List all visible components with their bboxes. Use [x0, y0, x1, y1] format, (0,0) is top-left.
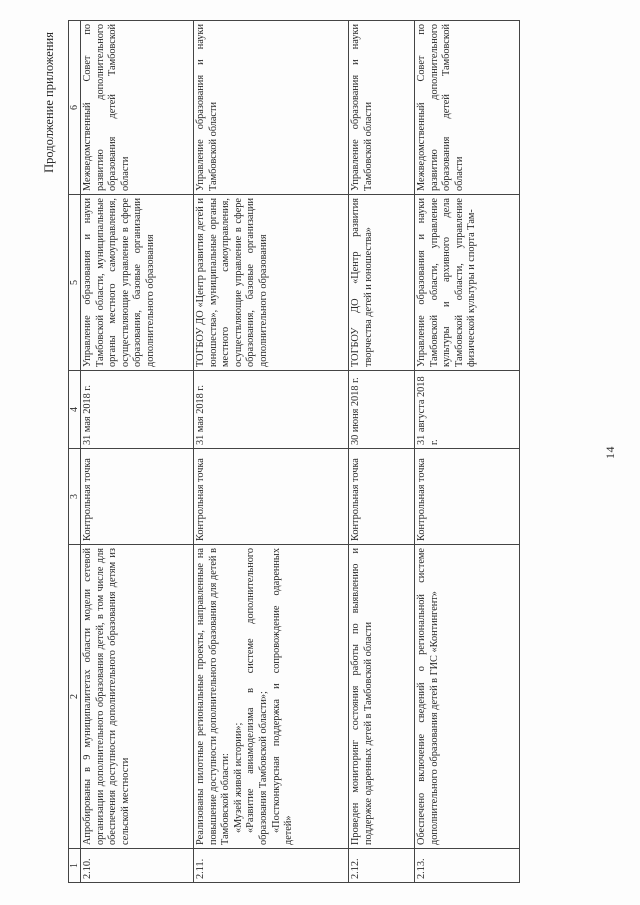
- header-row: [69, 21, 81, 883]
- table-row: [349, 21, 415, 883]
- event-description: Апробированы в 9 муниципалитетах области модели сетевой организации дополнительного образования детей, в том числе для обеспечения доступности дополнительного образования детям из сельской местности: [81, 545, 194, 849]
- row-number: 2.13.: [415, 849, 520, 883]
- column-header: 1: [69, 849, 81, 883]
- project-item: «Постконкурсная поддержка и сопровождение одаренных детей»: [270, 548, 295, 845]
- column-header: 4: [69, 371, 81, 449]
- deadline: 31 августа 2018 г.: [415, 371, 520, 449]
- row-number: 2.10.: [81, 849, 194, 883]
- column-header: 6: [69, 21, 81, 195]
- project-item: «Развитие авиамоделизма в системе дополнительного образования Тамбовской области»;: [245, 548, 269, 845]
- description-intro: Реализованы пилотные региональные проекты, направленные на повышение доступности дополнительного образования для детей в Тамбовской области:: [195, 548, 232, 845]
- event-description: Проведен мониторинг состояния работы по выявлению и поддержке одаренных детей в Тамбовской области: [349, 545, 415, 849]
- controller: Управление образования и науки Тамбовской области: [349, 21, 415, 195]
- table-row: [415, 21, 520, 883]
- event-type: Контрольная точка: [415, 449, 520, 545]
- executor: Управление образования и науки Тамбовской области, управление культуры и архивного дела Тамбовской области, управление физической культуры и спорта Там-: [415, 195, 520, 371]
- executor: ТОГБОУ ДО «Центр развития творчества детей и юношества»: [349, 195, 415, 371]
- column-header: 3: [69, 449, 81, 545]
- continuation-heading: Продолжение приложения: [42, 32, 56, 173]
- event-description: [194, 545, 349, 849]
- table-row: [81, 21, 194, 883]
- controller: Управление образования и науки Тамбовской области: [194, 21, 349, 195]
- controller: Межведомственный Совет по развитию дополнительного образования детей Тамбовской области: [415, 21, 520, 195]
- deadline: 31 мая 2018 г.: [194, 371, 349, 449]
- controller: Межведомственный Совет по развитию дополнительного образования детей Тамбовской области: [81, 21, 194, 195]
- project-item: «Музей живой истории»;: [232, 722, 244, 833]
- row-number: 2.11.: [194, 849, 349, 883]
- event-description: Обеспечено включение сведений о региональной системе дополнительного образования детей в ГИС «Контингент»: [415, 545, 520, 849]
- deadline: 30 июня 2018 г.: [349, 371, 415, 449]
- appendix-table: [68, 20, 520, 883]
- event-type: Контрольная точка: [81, 449, 194, 545]
- deadline: 31 мая 2018 г.: [81, 371, 194, 449]
- page-number: 14: [603, 446, 617, 459]
- table-row: [194, 21, 349, 883]
- executor: Управление образования и науки Тамбовской области, муниципальные органы местного самоуправления, осуществляющие управление в сфере образования, базовые организации дополнительного образования: [81, 195, 194, 371]
- event-type: Контрольная точка: [349, 449, 415, 545]
- event-type: Контрольная точка: [194, 449, 349, 545]
- column-header: 2: [69, 545, 81, 849]
- row-number: 2.12.: [349, 849, 415, 883]
- column-header: 5: [69, 195, 81, 371]
- executor: ТОГБОУ ДО «Центр развития детей и юношества», муниципальные органы местного самоуправления, осуществляющие управление в сфере образования, базовые организации дополнительного образования: [194, 195, 349, 371]
